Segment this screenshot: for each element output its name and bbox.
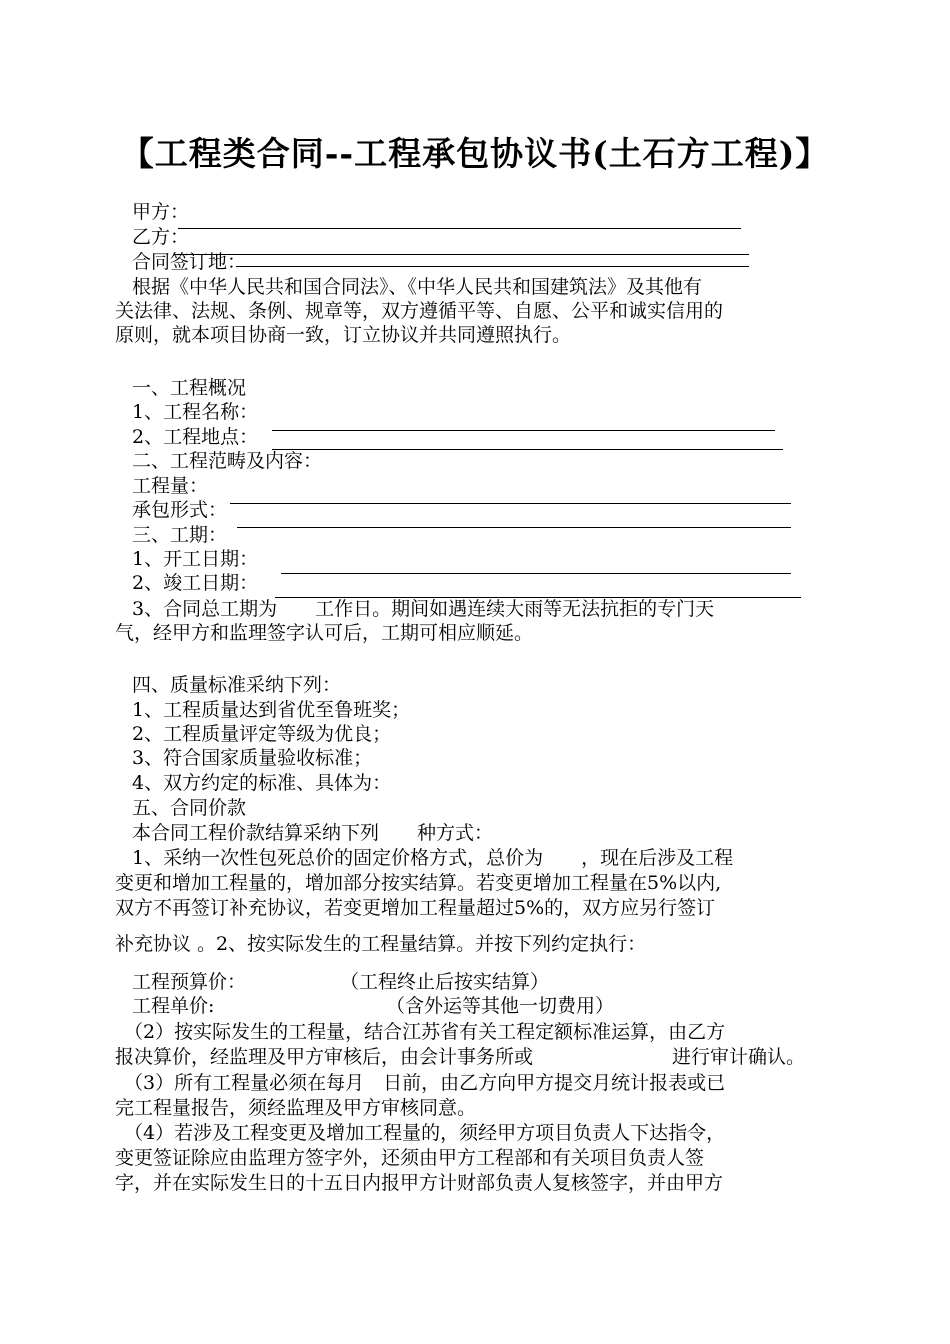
section-5-heading: 五、合同价款 bbox=[132, 797, 247, 819]
clause-3-line-1: （3）所有工程量必须在每月 日前，由乙方向甲方提交月统计报表或已 bbox=[124, 1072, 726, 1094]
preamble-line-3: 原则，就本项目协商一致，订立协议并共同遵照执行。 bbox=[115, 324, 572, 346]
duration-line-1: 3、合同总工期为 工作日。期间如遇连续大雨等无法抗拒的专门天 bbox=[132, 598, 715, 620]
quality-item-4: 4、双方约定的标准、具体为： bbox=[132, 772, 392, 794]
unit-price-label: 工程单价: bbox=[132, 995, 215, 1017]
method-1-line-3: 双方不再签订补充协议，若变更增加工程量超过5%的，双方应另行签订 bbox=[115, 897, 716, 919]
clause-3-line-2: 完工程量报告，须经监理及甲方审核同意。 bbox=[115, 1097, 477, 1119]
sign-place-blank[interactable] bbox=[236, 266, 749, 267]
section-2-heading: 二、工程范畴及内容： bbox=[132, 450, 323, 472]
contract-form-label: 承包形式： bbox=[132, 499, 228, 521]
party-b-label: 乙方： bbox=[132, 226, 190, 248]
end-date-label: 2、竣工日期： bbox=[132, 572, 259, 594]
project-location-blank[interactable] bbox=[272, 449, 783, 450]
budget-price-label: 工程预算价： bbox=[132, 971, 247, 993]
quantity-blank[interactable] bbox=[230, 503, 791, 504]
budget-price-note: （工程终止后按实结算） bbox=[340, 971, 550, 993]
start-date-label: 1、开工日期： bbox=[132, 548, 259, 570]
preamble-line-1: 根据《中华人民共和国合同法》、《中华人民共和国建筑法》及其他有 bbox=[132, 276, 703, 298]
duration-line-2: 气，经甲方和监理签字认可后，工期可相应顺延。 bbox=[115, 622, 534, 644]
contract-form-blank[interactable] bbox=[237, 527, 791, 528]
sign-place-label: 合同签订地： bbox=[132, 251, 247, 273]
project-name-label: 1、工程名称： bbox=[132, 401, 259, 423]
method-1-line-2: 变更和增加工程量的，增加部分按实结算。若变更增加工程量在5%以内, bbox=[115, 872, 722, 894]
clause-2-line-2-end: 进行审计确认。 bbox=[672, 1046, 806, 1068]
start-date-blank[interactable] bbox=[281, 573, 791, 574]
clause-4-line-1: （4）若涉及工程变更及增加工程量的，须经甲方项目负责人下达指令， bbox=[124, 1122, 726, 1144]
settlement-method-line: 本合同工程价款结算采纳下列 种方式： bbox=[132, 822, 494, 844]
quality-item-2: 2、工程质量评定等级为优良； bbox=[132, 723, 392, 745]
quality-item-1: 1、工程质量达到省优至鲁班奖； bbox=[132, 699, 411, 721]
preamble-line-2: 关法律、法规、条例、规章等，双方遵循平等、自愿、公平和诚实信用的 bbox=[115, 300, 724, 322]
project-location-label: 2、工程地点： bbox=[132, 426, 259, 448]
document-title: 【工程类合同--工程承包协议书(土石方工程)】 bbox=[120, 134, 830, 173]
method-1-line-1: 1、采纳一次性包死总价的固定价格方式，总价为 ，现在后涉及工程 bbox=[132, 847, 734, 869]
party-a-blank[interactable] bbox=[178, 228, 741, 229]
section-4-heading: 四、质量标准采纳下列： bbox=[132, 674, 342, 696]
section-3-heading: 三、工期： bbox=[132, 524, 228, 546]
party-b-blank[interactable] bbox=[174, 254, 749, 255]
clause-4-line-2: 变更签证除应由监理方签字外，还须由甲方工程部和有关项目负责人签 bbox=[115, 1147, 705, 1169]
quality-item-3: 3、符合国家质量验收标准； bbox=[132, 747, 373, 769]
section-1-heading: 一、工程概况 bbox=[132, 377, 247, 399]
quantity-label: 工程量： bbox=[132, 475, 209, 497]
party-a-label: 甲方： bbox=[132, 201, 190, 223]
clause-4-line-3: 字，并在实际发生日的十五日内报甲方计财部负责人复核签字，并由甲方 bbox=[115, 1172, 724, 1194]
clause-2-line-2: 报决算价，经监理及甲方审核后，由会计事务所或 bbox=[115, 1046, 534, 1068]
project-name-blank[interactable] bbox=[272, 430, 775, 431]
unit-price-note: （含外运等其他一切费用） bbox=[386, 995, 615, 1017]
clause-2-line-1: （2）按实际发生的工程量，结合江苏省有关工程定额标准运算，由乙方 bbox=[124, 1021, 726, 1043]
method-2-line: 补充协议 。2、按实际发生的工程量结算。并按下列约定执行： bbox=[115, 933, 647, 955]
